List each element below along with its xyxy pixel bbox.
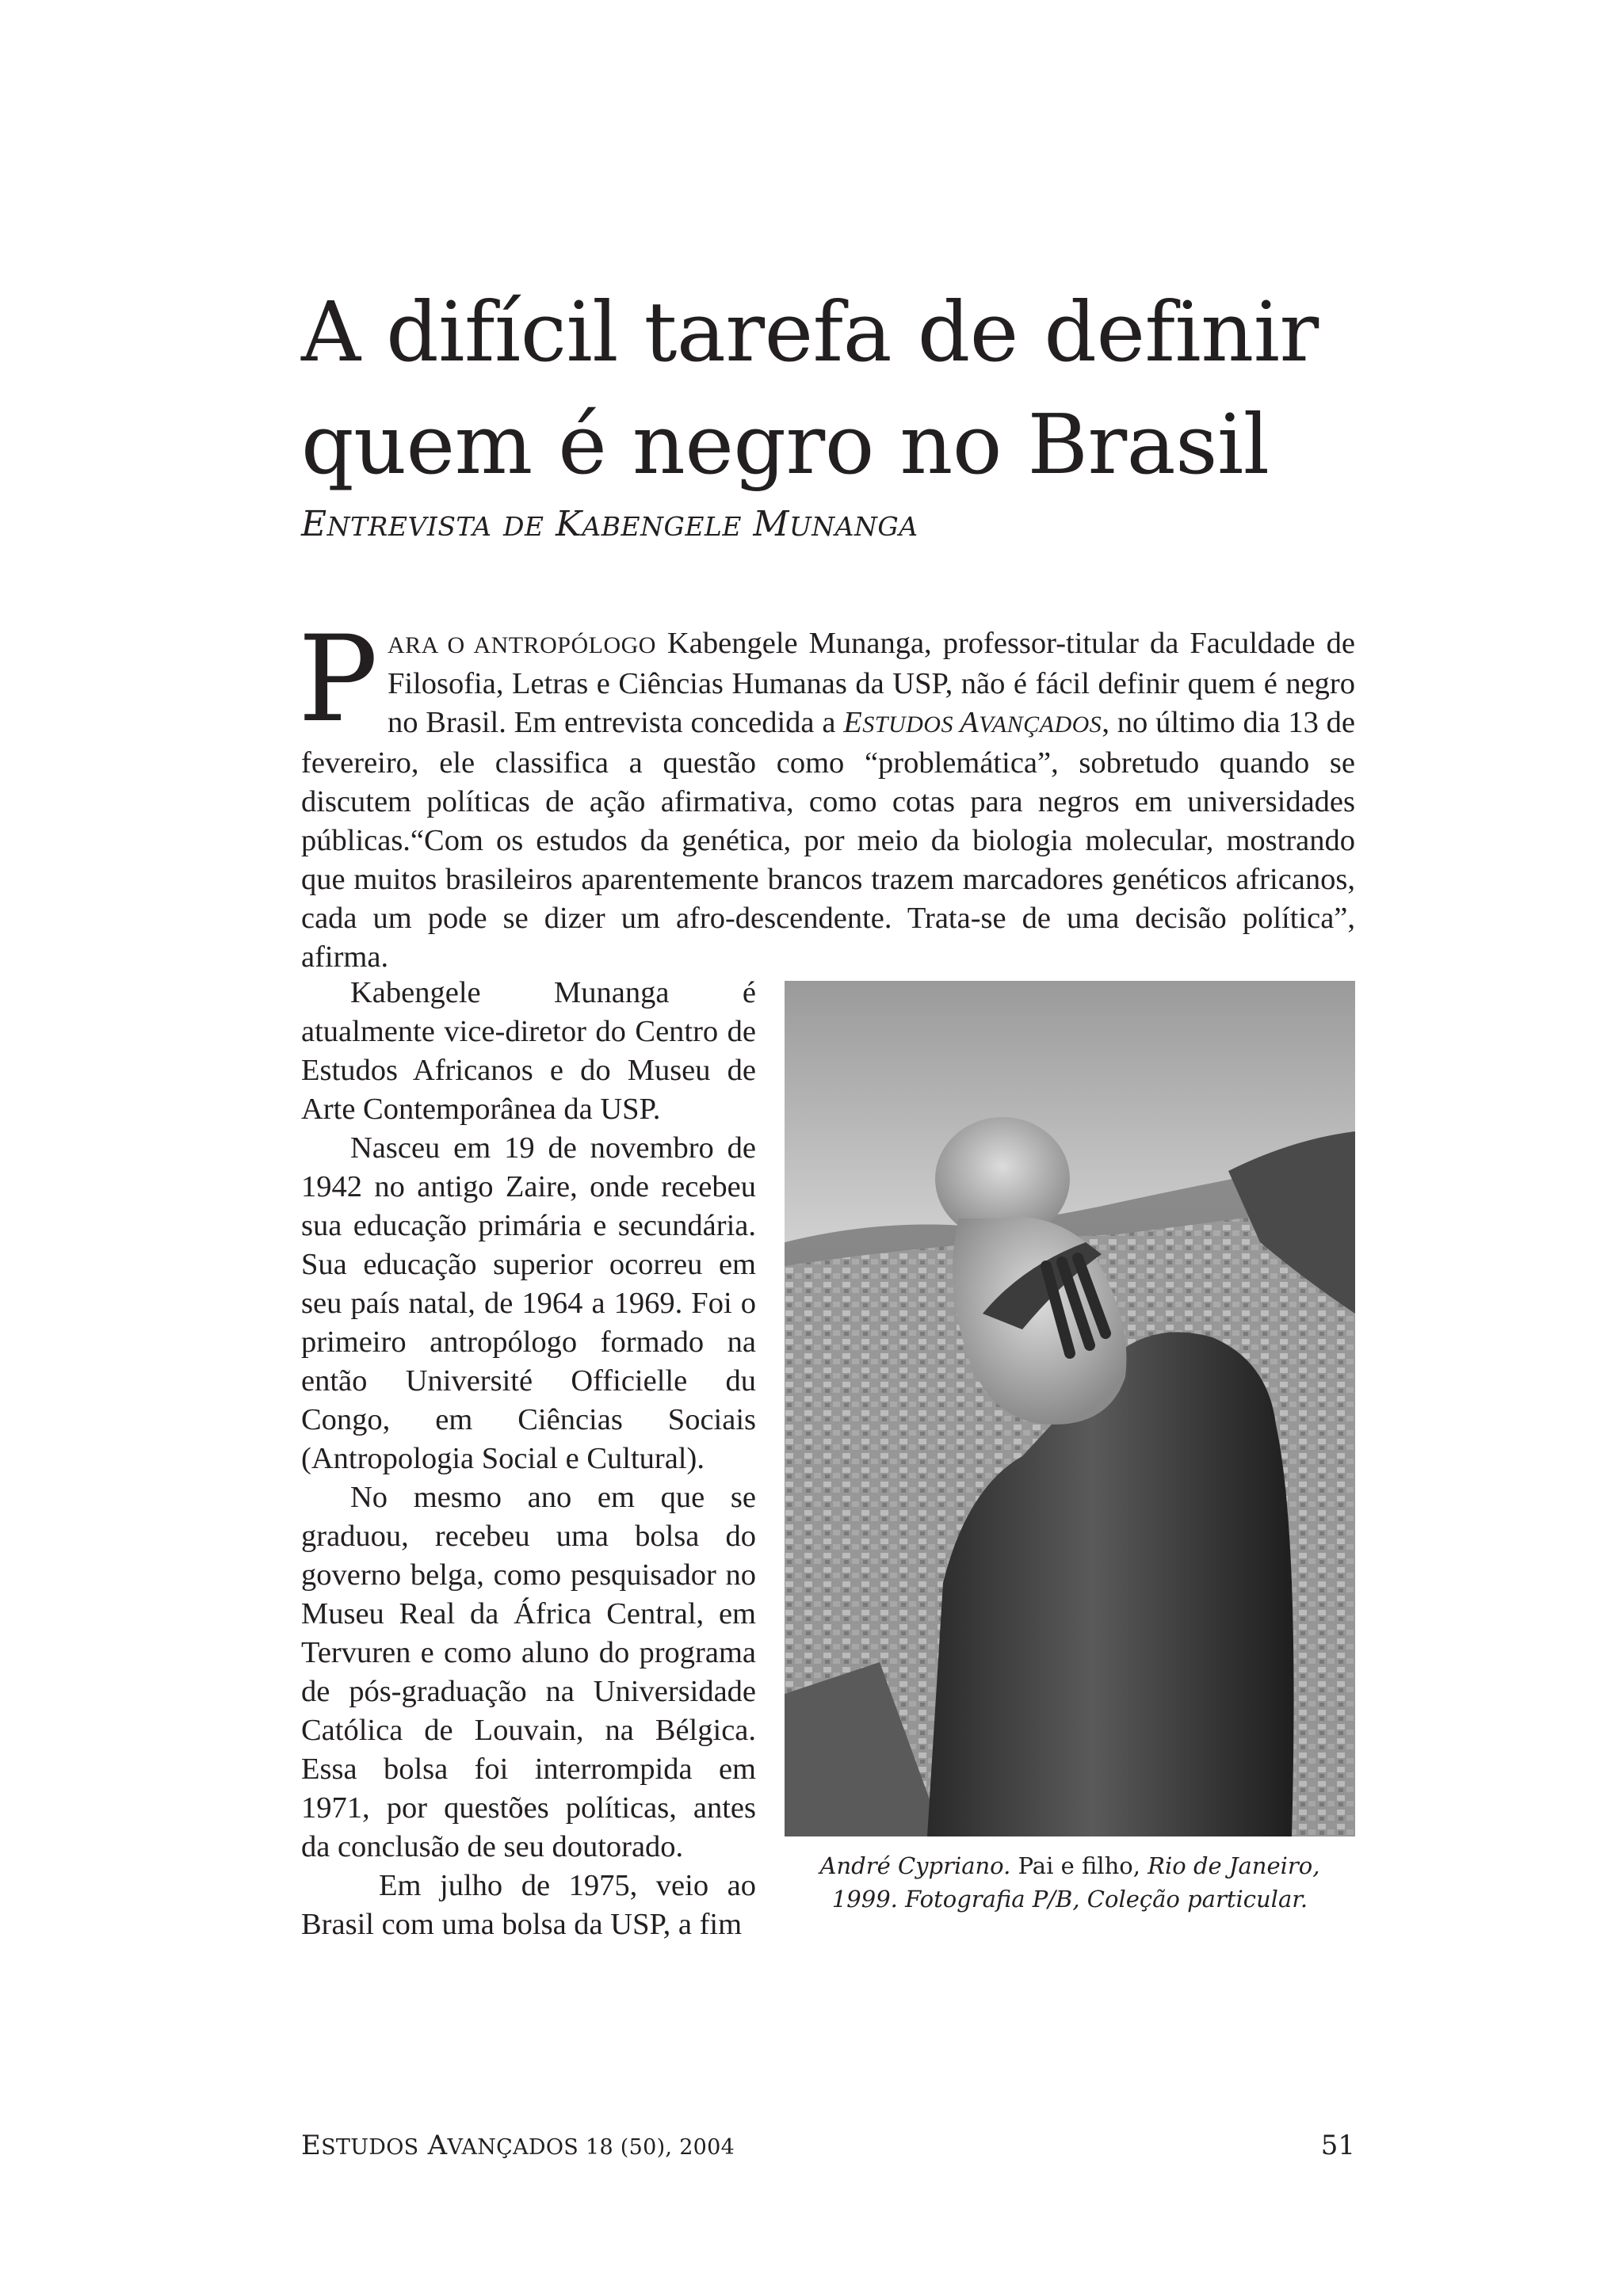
drop-cap: P [298, 611, 378, 749]
figure-caption: André Cypriano. Pai e filho, Rio de Janeiro, 1999. Fotografia P/B, Coleção particular. [819, 1852, 1320, 1913]
journal-name-inline: ESTUDOS AVANÇADOS [843, 706, 1102, 739]
body-paragraph: Nasceu em 19 de novembro de 1942 no antigo Zaire, onde recebeu sua educação primária e secundária. Sua educação superior ocorreu em seu país natal, de 1964 a 1969. Foi o primeiro antropólogo formado na então Université Officielle du Congo, em Ciências Sociais (Antropologia Social e Cultural). [301, 1131, 756, 1475]
body-paragraph: Em julho de 1975, veio ao Brasil com uma bolsa da USP, a fim [301, 1869, 756, 1941]
body-paragraph: No mesmo ano em que se graduou, recebeu uma bolsa do governo belga, como pesquisador no Museu Real da África Central, em Tervuren e como aluno do programa de pós-graduação na Universidade Católica de Louvain, na Bélgica. Essa bolsa foi interrompida em 1971, por questões políticas, antes da conclusão de seu doutorado. [301, 1481, 756, 1863]
article-title [301, 276, 1411, 501]
page-number: 51 [1320, 2130, 1355, 2161]
article-subtitle: ENTREVISTA DE KABENGELE MUNANGA [301, 504, 918, 544]
footer-journal: ESTUDOS AVANÇADOS 18 (50), 2004 [301, 2130, 735, 2161]
photograph-father-and-son [785, 981, 1355, 1836]
intro-paragraph: PARA O ANTROPÓLOGO Kabengele Munanga, professor-titular da Faculdade de Filosofia, Letras e Ciências Humanas da USP, não é fácil definir quem é negro no Brasil. Em entrevista concedida a ESTUDOS AVANÇADOS, no último dia 13 de fevereiro, ele classifica a questão como “problemática”, sobretudo quando se discutem políticas de ação afirmativa, como cotas para negros em universidades públicas.“Com os estudos da genética, por meio da biologia molecular, mostrando que muitos brasileiros aparentemente brancos trazem marcadores genéticos africanos, cada um pode se dizer um afro-descendente. Trata-se de uma decisão política”, afirma. [298, 611, 1355, 974]
body-column [301, 974, 756, 1944]
lead-smallcaps: ARA O ANTROPÓLOGO [387, 632, 656, 658]
title-line-2: quem é negro no Brasil [301, 396, 1270, 493]
body-paragraph: Kabengele Munanga é atualmente vice-diretor do Centro de Estudos Africanos e do Museu de Arte Contemporânea da USP. [301, 976, 756, 1126]
title-line-1: A difícil tarefa de definir [301, 284, 1319, 380]
